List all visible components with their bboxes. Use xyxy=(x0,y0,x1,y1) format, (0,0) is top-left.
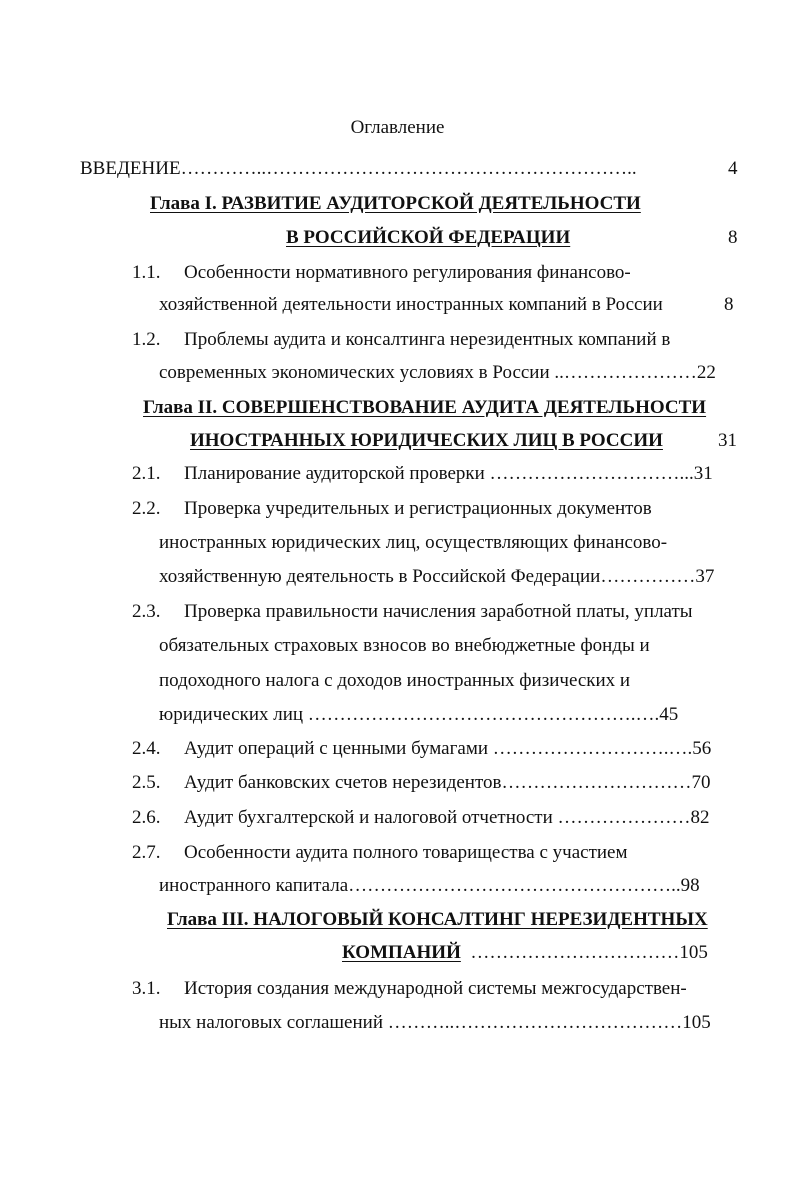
chapter-2-heading-line2[interactable]: ИНОСТРАННЫХ ЮРИДИЧЕСКИХ ЛИЦ В РОССИИ xyxy=(190,430,663,451)
section-2-3-line4: юридических лиц …………………………………………….….45 xyxy=(159,704,679,725)
chapter-1-heading-line2[interactable]: В РОССИЙСКОЙ ФЕДЕРАЦИИ xyxy=(286,227,571,248)
chapter-1-heading-line1[interactable]: Глава I. РАЗВИТИЕ АУДИТОРСКОЙ ДЕЯТЕЛЬНОСТИ xyxy=(150,193,641,214)
entry-leader: …………..………………………………………………….. xyxy=(180,158,637,179)
section-2-3[interactable] xyxy=(132,600,693,624)
section-2-6[interactable] xyxy=(132,806,710,830)
section-number: 1.1. xyxy=(132,262,161,283)
section-2-2-line2: иностранных юридических лиц, осуществляющих финансово- xyxy=(159,532,668,553)
section-3-1-line2: ных налоговых соглашений ………..………………………………105 xyxy=(159,1012,711,1033)
section-number: 1.2. xyxy=(132,329,161,350)
section-number: 2.6. xyxy=(132,807,161,828)
section-title: Проверка учредительных и регистрационных документов xyxy=(184,498,652,519)
section-title: Планирование аудиторской проверки …………………………...31 xyxy=(184,463,713,484)
section-1-1-page: 8 xyxy=(724,294,734,315)
section-title: История создания международной системы межгосударствен- xyxy=(184,978,687,999)
toc-entry-intro[interactable] xyxy=(80,157,637,181)
chapter-2-page: 31 xyxy=(718,430,737,451)
section-title: Аудит банковских счетов нерезидентов…………………………70 xyxy=(184,772,711,793)
entry-label: ВВЕДЕНИЕ xyxy=(80,158,181,179)
section-title: Особенности аудита полного товарищества с участием xyxy=(184,842,628,863)
chapter-2-heading-line1[interactable]: Глава II. СОВЕРШЕНСТВОВАНИЕ АУДИТА ДЕЯТЕЛЬНОСТИ xyxy=(143,397,707,418)
section-2-5[interactable] xyxy=(132,771,711,795)
section-2-7-line2: иностранного капитала……………………………………………..98 xyxy=(159,875,700,896)
chapter-3-heading-line2[interactable] xyxy=(342,941,708,965)
chapter-1-page: 8 xyxy=(728,227,738,248)
section-2-7[interactable] xyxy=(132,841,628,865)
section-3-1[interactable] xyxy=(132,977,687,1001)
chapter-3-leader: ……………………………105 xyxy=(470,942,708,963)
section-1-1-line2: хозяйственной деятельности иностранных компаний в России xyxy=(159,294,663,315)
intro-page: 4 xyxy=(728,158,738,179)
section-title: Проблемы аудита и консалтинга нерезидентных компаний в xyxy=(184,329,671,350)
section-number: 2.7. xyxy=(132,842,161,863)
section-number: 2.3. xyxy=(132,601,161,622)
chapter-3-title-part: КОМПАНИЙ xyxy=(342,942,461,963)
section-1-2-line2: современных экономических условиях в России ..…………………22 xyxy=(159,362,716,383)
section-2-2-line3: хозяйственную деятельность в Российской Федерации……………37 xyxy=(159,566,715,587)
section-1-2[interactable] xyxy=(132,328,670,352)
section-2-3-line2: обязательных страховых взносов во внебюджетные фонды и xyxy=(159,635,650,656)
section-2-4[interactable] xyxy=(132,737,711,761)
section-2-2[interactable] xyxy=(132,497,652,521)
section-number: 2.5. xyxy=(132,772,161,793)
section-number: 3.1. xyxy=(132,978,161,999)
chapter-3-heading-line1[interactable]: Глава III. НАЛОГОВЫЙ КОНСАЛТИНГ НЕРЕЗИДЕНТНЫХ xyxy=(167,909,708,930)
section-number: 2.2. xyxy=(132,498,161,519)
section-title: Аудит бухгалтерской и налоговой отчетности …………………82 xyxy=(184,807,710,828)
section-2-1[interactable] xyxy=(132,462,713,486)
section-title: Проверка правильности начисления заработной платы, уплаты xyxy=(184,601,693,622)
section-title: Особенности нормативного регулирования финансово- xyxy=(184,262,631,283)
section-2-3-line3: подоходного налога с доходов иностранных физических и xyxy=(159,670,631,691)
section-title: Аудит операций с ценными бумагами ……………………….….56 xyxy=(184,738,712,759)
section-number: 2.4. xyxy=(132,738,161,759)
section-number: 2.1. xyxy=(132,463,161,484)
section-1-1[interactable] xyxy=(132,261,631,285)
page-title: Оглавление xyxy=(350,117,445,138)
